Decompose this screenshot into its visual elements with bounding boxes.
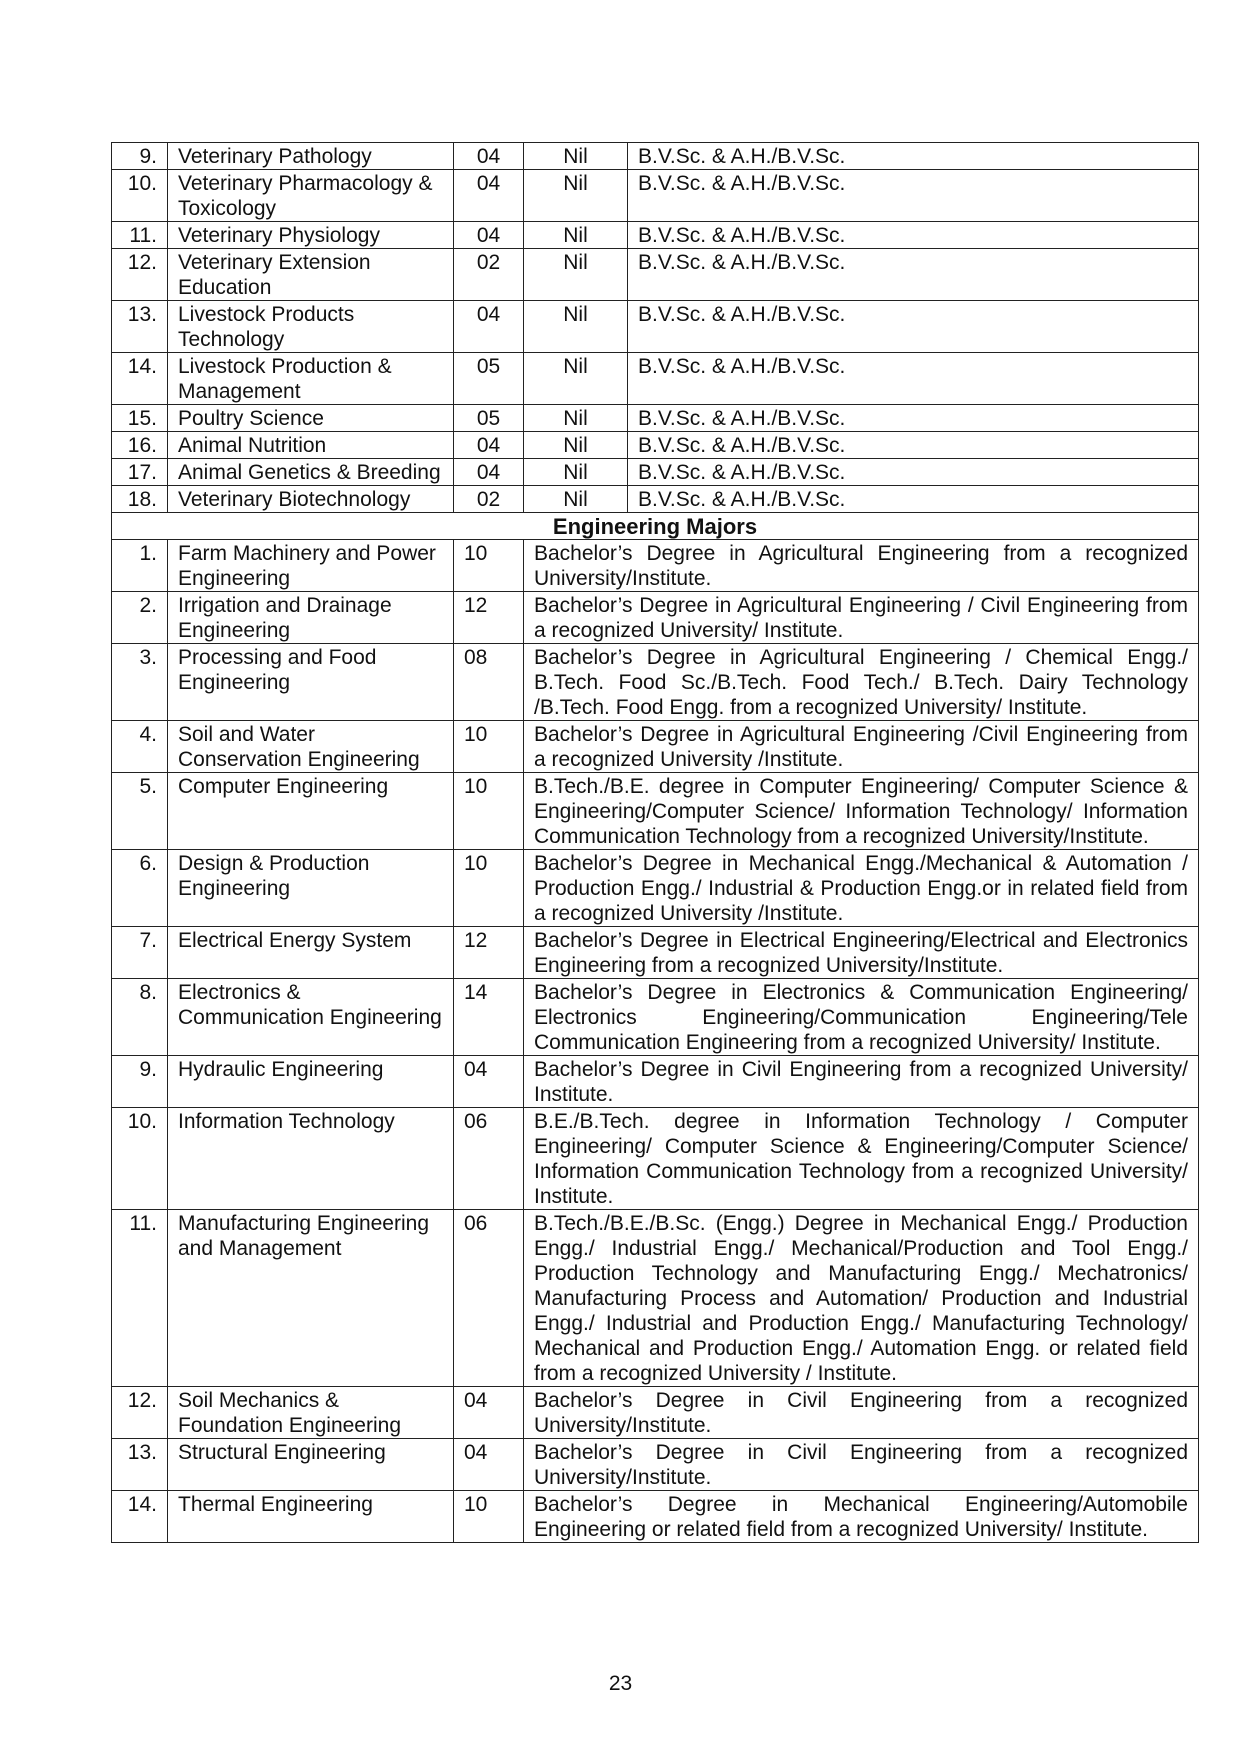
- table-row: [112, 143, 1199, 170]
- row-number: 4.: [112, 721, 168, 773]
- row-number: 14.: [112, 1491, 168, 1543]
- row-number: 10.: [112, 170, 168, 222]
- subject-name: Irrigation and Drainage Engineering: [168, 592, 454, 644]
- row-number: 11.: [112, 1210, 168, 1387]
- subject-name: Processing and Food Engineering: [168, 644, 454, 721]
- qualification: Bachelor’s Degree in Civil Engineering from a recognized University/Institute.: [524, 1439, 1199, 1491]
- seat-count: 02: [454, 249, 524, 301]
- table-row: [112, 979, 1199, 1056]
- subject-name: Soil and Water Conservation Engineering: [168, 721, 454, 773]
- qualification: B.V.Sc. & A.H./B.V.Sc.: [628, 405, 1199, 432]
- table-row: [112, 644, 1199, 721]
- qualification: B.V.Sc. & A.H./B.V.Sc.: [628, 432, 1199, 459]
- table-row: [112, 301, 1199, 353]
- row-number: 5.: [112, 773, 168, 850]
- row-number: 9.: [112, 143, 168, 170]
- extra-seats: Nil: [524, 222, 628, 249]
- page-number: 23: [608, 1672, 633, 1695]
- subject-name: Manufacturing Engineering and Management: [168, 1210, 454, 1387]
- qualification: Bachelor’s Degree in Mechanical Engineering/Automobile Engineering or related field from a recognized University/ Institute.: [524, 1491, 1199, 1543]
- row-number: 7.: [112, 927, 168, 979]
- table-row: [112, 1210, 1199, 1387]
- subject-name: Electrical Energy System: [168, 927, 454, 979]
- seat-count: 08: [454, 644, 524, 721]
- qualification: B.V.Sc. & A.H./B.V.Sc.: [628, 301, 1199, 353]
- seat-count: 04: [454, 432, 524, 459]
- table-row: [112, 1056, 1199, 1108]
- seat-count: 04: [454, 222, 524, 249]
- row-number: 10.: [112, 1108, 168, 1210]
- table-row: [112, 249, 1199, 301]
- extra-seats: Nil: [524, 405, 628, 432]
- table-row: [112, 1439, 1199, 1491]
- row-number: 1.: [112, 540, 168, 592]
- extra-seats: Nil: [524, 353, 628, 405]
- subject-name: Veterinary Pathology: [168, 143, 454, 170]
- subject-name: Thermal Engineering: [168, 1491, 454, 1543]
- seat-count: 04: [454, 301, 524, 353]
- seat-count: 14: [454, 979, 524, 1056]
- qualification: B.V.Sc. & A.H./B.V.Sc.: [628, 353, 1199, 405]
- table-row: [112, 927, 1199, 979]
- table-row: [112, 721, 1199, 773]
- table-row: [112, 353, 1199, 405]
- seats-table: [111, 142, 1199, 1543]
- table-row: [112, 170, 1199, 222]
- qualification: B.V.Sc. & A.H./B.V.Sc.: [628, 486, 1199, 513]
- qualification: Bachelor’s Degree in Civil Engineering from a recognized University/ Institute.: [524, 1056, 1199, 1108]
- row-number: 8.: [112, 979, 168, 1056]
- seat-count: 04: [454, 1056, 524, 1108]
- table-row: [112, 1491, 1199, 1543]
- seat-count: 05: [454, 353, 524, 405]
- qualification: Bachelor’s Degree in Agricultural Engineering / Chemical Engg./ B.Tech. Food Sc./B.Tech. Food Tech./ B.Tech. Dairy Technology /B.Tech. Food Engg. from a recognized University/ Institute.: [524, 644, 1199, 721]
- table-row: [112, 592, 1199, 644]
- qualification: Bachelor’s Degree in Mechanical Engg./Mechanical & Automation / Production Engg./ Industrial & Production Engg.or in related field from a recognized University /Institute.: [524, 850, 1199, 927]
- qualification: Bachelor’s Degree in Agricultural Engineering from a recognized University/Institute.: [524, 540, 1199, 592]
- table-row: [112, 459, 1199, 486]
- qualification: Bachelor’s Degree in Electrical Engineering/Electrical and Electronics Engineering from a recognized University/Institute.: [524, 927, 1199, 979]
- seat-count: 04: [454, 170, 524, 222]
- subject-name: Livestock Products Technology: [168, 301, 454, 353]
- extra-seats: Nil: [524, 486, 628, 513]
- subject-name: Animal Genetics & Breeding: [168, 459, 454, 486]
- subject-name: Poultry Science: [168, 405, 454, 432]
- table-row: [112, 540, 1199, 592]
- seat-count: 10: [454, 540, 524, 592]
- subject-name: Structural Engineering: [168, 1439, 454, 1491]
- row-number: 6.: [112, 850, 168, 927]
- table-row: [112, 405, 1199, 432]
- qualification: B.Tech./B.E. degree in Computer Engineering/ Computer Science & Engineering/Computer Science/ Information Technology/ Information Communication Technology from a recognized University/Institute.: [524, 773, 1199, 850]
- subject-name: Farm Machinery and Power Engineering: [168, 540, 454, 592]
- extra-seats: Nil: [524, 459, 628, 486]
- seat-count: 04: [454, 1387, 524, 1439]
- extra-seats: Nil: [524, 249, 628, 301]
- row-number: 2.: [112, 592, 168, 644]
- seat-count: 06: [454, 1210, 524, 1387]
- row-number: 9.: [112, 1056, 168, 1108]
- qualification: Bachelor’s Degree in Electronics & Communication Engineering/ Electronics Engineering/Communication Engineering/Tele Communication Engineering from a recognized University/ Institute.: [524, 979, 1199, 1056]
- qualification: Bachelor’s Degree in Agricultural Engineering / Civil Engineering from a recognized University/ Institute.: [524, 592, 1199, 644]
- row-number: 13.: [112, 1439, 168, 1491]
- seat-count: 12: [454, 927, 524, 979]
- row-number: 14.: [112, 353, 168, 405]
- row-number: 18.: [112, 486, 168, 513]
- seat-count: 05: [454, 405, 524, 432]
- row-number: 12.: [112, 1387, 168, 1439]
- row-number: 17.: [112, 459, 168, 486]
- qualification: Bachelor’s Degree in Agricultural Engineering /Civil Engineering from a recognized University /Institute.: [524, 721, 1199, 773]
- table-row: [112, 850, 1199, 927]
- row-number: 15.: [112, 405, 168, 432]
- table-row: [112, 486, 1199, 513]
- seat-count: 04: [454, 459, 524, 486]
- extra-seats: Nil: [524, 170, 628, 222]
- subject-name: Hydraulic Engineering: [168, 1056, 454, 1108]
- seat-count: 10: [454, 850, 524, 927]
- qualification: B.Tech./B.E./B.Sc. (Engg.) Degree in Mechanical Engg./ Production Engg./ Industrial Engg./ Mechanical/Production and Tool Engg./ Production Technology and Manufacturing Engg./ Mechatronics/ Manufacturing Process and Automation/ Production and Industrial Engg./ Industrial and Production Engg./ Manufacturing Technology/ Mechanical and Production Engg./ Automation Engg. or related field from a recognized University / Institute.: [524, 1210, 1199, 1387]
- qualification: B.V.Sc. & A.H./B.V.Sc.: [628, 170, 1199, 222]
- qualification: Bachelor’s Degree in Civil Engineering from a recognized University/Institute.: [524, 1387, 1199, 1439]
- seat-count: 04: [454, 143, 524, 170]
- qualification: B.E./B.Tech. degree in Information Technology / Computer Engineering/ Computer Science & Engineering/Computer Science/ Information Communication Technology from a recognized University/ Institute.: [524, 1108, 1199, 1210]
- row-number: 12.: [112, 249, 168, 301]
- qualification: B.V.Sc. & A.H./B.V.Sc.: [628, 249, 1199, 301]
- seat-count: 02: [454, 486, 524, 513]
- table-row: [112, 222, 1199, 249]
- subject-name: Electronics & Communication Engineering: [168, 979, 454, 1056]
- subject-name: Design & Production Engineering: [168, 850, 454, 927]
- seat-count: 10: [454, 721, 524, 773]
- subject-name: Soil Mechanics & Foundation Engineering: [168, 1387, 454, 1439]
- subject-name: Veterinary Biotechnology: [168, 486, 454, 513]
- seat-count: 04: [454, 1439, 524, 1491]
- row-number: 11.: [112, 222, 168, 249]
- seat-count: 10: [454, 773, 524, 850]
- table-row: [112, 773, 1199, 850]
- subject-name: Livestock Production & Management: [168, 353, 454, 405]
- section-heading: Engineering Majors: [112, 513, 1199, 540]
- row-number: 3.: [112, 644, 168, 721]
- subject-name: Veterinary Pharmacology & Toxicology: [168, 170, 454, 222]
- subject-name: Computer Engineering: [168, 773, 454, 850]
- qualification: B.V.Sc. & A.H./B.V.Sc.: [628, 459, 1199, 486]
- table-row: [112, 432, 1199, 459]
- extra-seats: Nil: [524, 143, 628, 170]
- extra-seats: Nil: [524, 301, 628, 353]
- seat-count: 10: [454, 1491, 524, 1543]
- table-row: [112, 1387, 1199, 1439]
- extra-seats: Nil: [524, 432, 628, 459]
- subject-name: Veterinary Physiology: [168, 222, 454, 249]
- section-heading-row: [112, 513, 1199, 540]
- subject-name: Information Technology: [168, 1108, 454, 1210]
- row-number: 16.: [112, 432, 168, 459]
- row-number: 13.: [112, 301, 168, 353]
- seat-count: 06: [454, 1108, 524, 1210]
- table-row: [112, 1108, 1199, 1210]
- qualification: B.V.Sc. & A.H./B.V.Sc.: [628, 143, 1199, 170]
- subject-name: Veterinary Extension Education: [168, 249, 454, 301]
- qualification: B.V.Sc. & A.H./B.V.Sc.: [628, 222, 1199, 249]
- subject-name: Animal Nutrition: [168, 432, 454, 459]
- seat-count: 12: [454, 592, 524, 644]
